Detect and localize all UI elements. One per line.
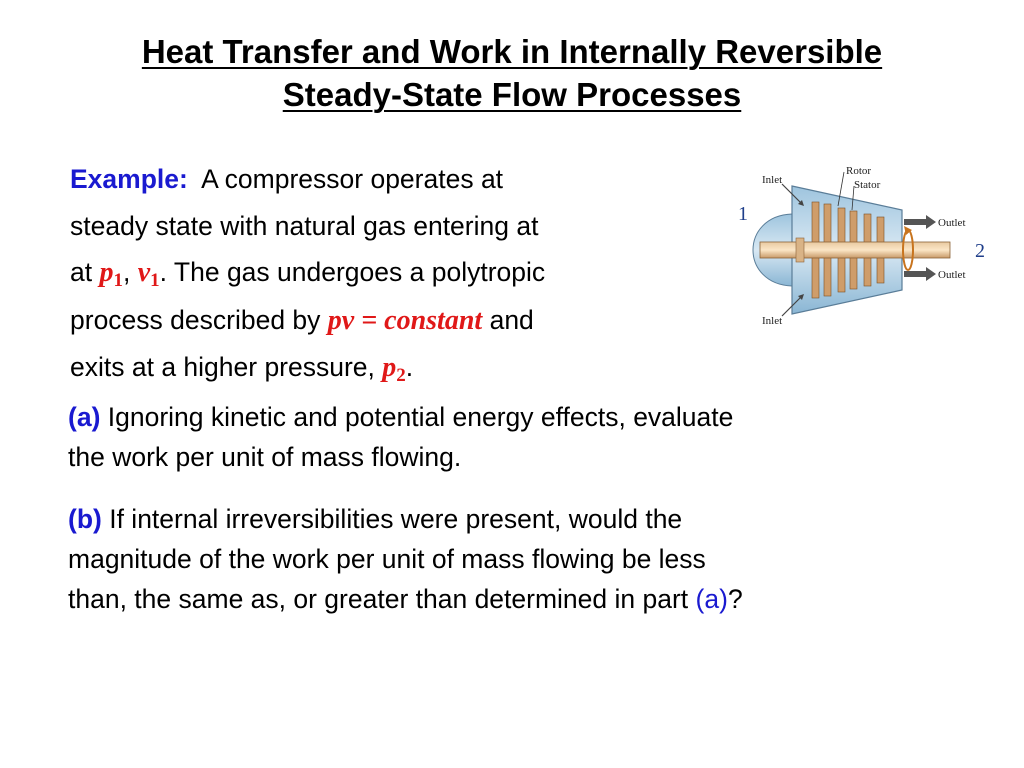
part-b-label: (b) xyxy=(68,504,102,534)
p1-letter: p xyxy=(99,257,114,288)
example-text-6: and xyxy=(489,304,534,335)
example-text-5: process described by xyxy=(70,304,321,335)
example-line-3 xyxy=(70,249,710,297)
part-a-reference: (a) xyxy=(695,584,728,614)
outlet-arrowhead-bottom xyxy=(926,267,936,281)
example-line-2 xyxy=(70,203,710,250)
part-a-line-1 xyxy=(68,397,968,437)
example-text-7: exits at a higher pressure, xyxy=(70,352,375,382)
state-2-label: 2 xyxy=(975,240,985,262)
shaft-collar xyxy=(796,238,804,262)
part-a-text-1: Ignoring kinetic and potential energy effects, evaluate xyxy=(107,402,734,432)
stator-label: Stator xyxy=(854,179,881,191)
polytropic-equation: pv = constant xyxy=(327,304,483,336)
comma: , xyxy=(122,257,131,287)
example-text-3: at xyxy=(70,257,93,287)
p2-letter: p xyxy=(382,352,397,383)
part-a-label: (a) xyxy=(68,402,101,432)
outlet-label-bottom: Outlet xyxy=(938,269,966,281)
part-a xyxy=(68,397,968,477)
example-line-1 xyxy=(70,156,710,203)
p1-symbol xyxy=(99,257,123,291)
p2-subscript: 2 xyxy=(396,365,406,386)
example-text-1: A compressor operates at xyxy=(201,164,504,194)
title-line-1: Heat Transfer and Work in Internally Reversible xyxy=(141,33,883,70)
compressor-diagram xyxy=(720,156,1020,336)
example-text-4: . The gas undergoes a polytropic xyxy=(159,257,546,287)
question-mark: ? xyxy=(727,584,743,614)
p2-symbol xyxy=(382,352,406,386)
example-paragraph xyxy=(70,156,710,392)
part-b-text-3: than, the same as, or greater than determined in part xyxy=(68,584,689,614)
part-b-text-1: If internal irreversibilities were present, would the xyxy=(109,504,683,534)
outlet-arrowhead-top xyxy=(926,215,936,229)
v1-symbol xyxy=(137,257,160,291)
example-line-5 xyxy=(70,344,710,392)
part-b-line-3 xyxy=(68,579,968,619)
part-a-line-2: the work per unit of mass flowing. xyxy=(68,442,462,472)
v1-subscript: 1 xyxy=(150,270,160,291)
title-line-2: Steady-State Flow Processes xyxy=(282,76,742,113)
part-b xyxy=(68,499,968,619)
rotor-label: Rotor xyxy=(846,165,872,177)
inlet-label-bottom: Inlet xyxy=(762,315,783,327)
v1-letter: v xyxy=(137,257,151,288)
state-1-label: 1 xyxy=(738,203,748,225)
example-line-4 xyxy=(70,297,710,345)
rotor-shaft xyxy=(760,242,950,258)
part-b-line-1 xyxy=(68,499,968,539)
p1-subscript: 1 xyxy=(113,270,123,291)
part-b-line-2: magnitude of the work per unit of mass flowing be less xyxy=(68,544,706,574)
outlet-label-top: Outlet xyxy=(938,217,966,229)
inlet-label-top: Inlet xyxy=(762,174,783,186)
example-text-2: steady state with natural gas entering at xyxy=(70,210,539,241)
example-text-8: . xyxy=(405,352,414,382)
example-label: Example: xyxy=(70,164,188,194)
slide-title xyxy=(0,30,1024,116)
